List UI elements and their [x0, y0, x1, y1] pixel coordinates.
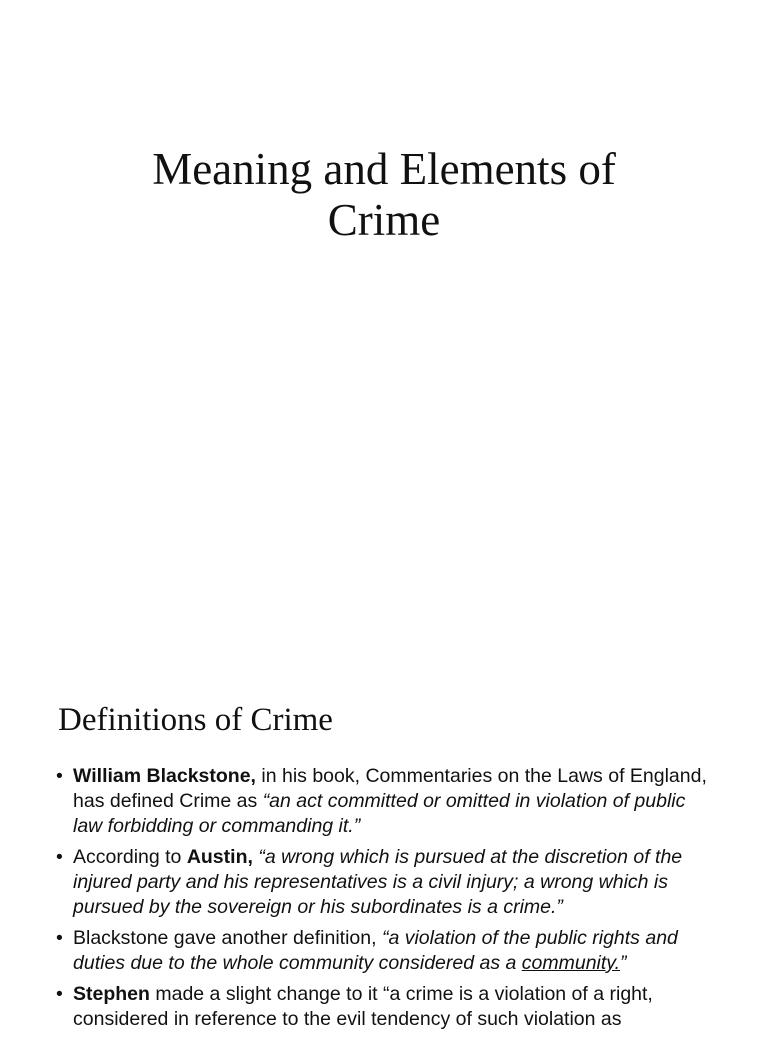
- bullet-glyph: •: [56, 846, 63, 868]
- definition-prefix: Blackstone gave another definition,: [73, 927, 382, 949]
- bullet-glyph: •: [56, 983, 63, 1005]
- slide-title-line-1: Meaning and Elements of: [152, 144, 616, 194]
- slide-title-line-2: Crime: [327, 195, 441, 245]
- author-name: William Blackstone,: [73, 765, 256, 787]
- section-heading: Definitions of Crime: [58, 702, 333, 738]
- author-name: Stephen: [73, 983, 150, 1005]
- list-item: [56, 982, 708, 1032]
- list-item: [56, 764, 708, 839]
- slide-title: [0, 144, 768, 246]
- author-name: Austin,: [186, 846, 253, 868]
- bullet-glyph: •: [56, 765, 63, 787]
- list-item: [56, 926, 708, 976]
- definition-text: made a slight change to it “a crime is a violation of a right, considered in reference to the evil tendency of such violation as: [73, 983, 653, 1030]
- definition-text: in his book, Commentaries on the Laws of England, has defined Crime as: [73, 765, 707, 812]
- underlined-word: community.: [521, 952, 621, 974]
- bullet-glyph: •: [56, 927, 63, 949]
- definition-quote: “an act committed or omitted in violation of public law forbidding or commanding it.”: [73, 790, 686, 837]
- list-item: [56, 845, 708, 920]
- definition-quote: “a violation of the public rights and duties due to the whole community considered as a: [73, 927, 678, 974]
- definition-prefix: According to: [73, 846, 187, 868]
- definition-quote: “a wrong which is pursued at the discretion of the injured party and his representatives is a civil injury; a wrong which is pursued by the sovereign or his subordinates is a crime.”: [73, 846, 683, 918]
- definitions-list: [56, 764, 708, 1038]
- quote-end: ”: [620, 952, 627, 974]
